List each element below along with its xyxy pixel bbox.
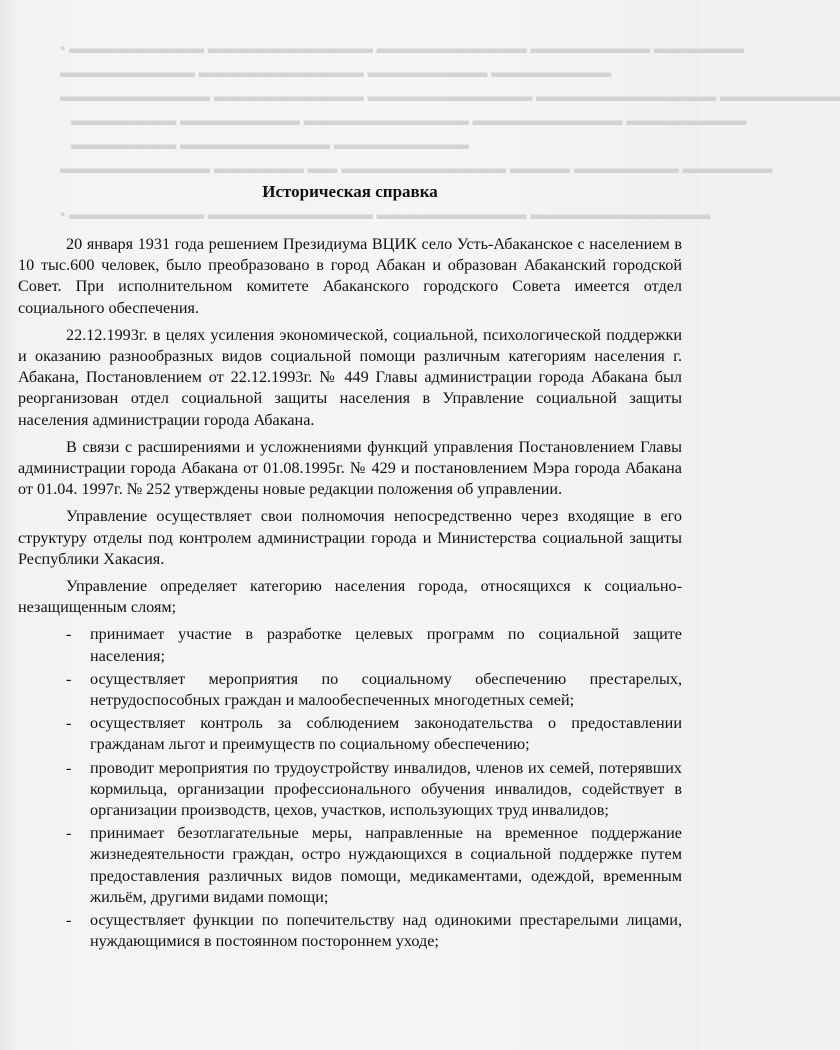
list-marker: - (66, 758, 72, 777)
show-through-line: ▬▬▬▬▬▬▬ ▬▬▬▬▬▬▬▬▬▬ ▬▬▬▬▬▬▬▬▬ (60, 137, 469, 153)
list-marker: - (66, 911, 72, 930)
paragraph: 22.12.1993г. в целях усиления экономической, социальной, психологической поддержки и оказанию разнообразных видов социальной помощи различным категориям населения г. Абакана, Постановлением от 22.12.1993г. № 449 Главы администрации города Абакана был реорганизован отдел социальной защиты населения в Управление социальной защиты населения администрации города Абакана. (18, 325, 682, 429)
list-item (18, 624, 682, 666)
show-through-line: ▬▬▬▬▬▬▬ ▬▬▬▬▬▬▬▬ ▬▬▬▬▬▬▬▬▬▬▬ ▬▬▬▬▬▬▬▬▬▬ ▬▬▬▬▬▬▬▬ (60, 113, 747, 129)
list-item (18, 713, 682, 755)
document-title: Историческая справка (262, 182, 438, 201)
show-through-line: ▬▬▬▬▬▬▬▬▬▬ ▬▬▬▬▬▬▬▬▬▬ ▬▬▬▬▬▬▬▬▬▬▬ ▬▬▬▬▬▬▬▬▬▬▬▬ ▬▬▬▬▬▬▬▬ (60, 89, 840, 105)
list-item (18, 910, 682, 952)
list-item (18, 823, 682, 908)
show-through-line: ▪ ▬▬▬▬▬▬▬▬▬ ▬▬▬▬▬▬▬▬▬▬▬ ▬▬▬▬▬▬▬▬▬▬ ▬▬▬▬▬▬▬▬▬▬▬▬ (60, 207, 711, 223)
paragraph: В связи с расширениями и усложнениями функций управления Постановлением Главы администрации города Абакана от 01.08.1995г. № 429 и постановлением Мэра города Абакана от 01.04. 1997г. № 252 утверждены новые редакции положения об управлении. (18, 437, 682, 499)
list-marker: - (66, 824, 72, 843)
list-item-text: осуществляет мероприятия по социальному обеспечению престарелых, нетрудоспособных граждан и малообеспеченных многодетных семей; (90, 669, 682, 710)
list-item-text: осуществляет контроль за соблюдением законодательства о предоставлении гражданам льгот и преимуществ по социальному обеспечению; (90, 714, 682, 754)
show-through-line: ▪ ▬▬▬▬▬▬▬▬▬ ▬▬▬▬▬▬▬▬▬▬▬ ▬▬▬▬▬▬▬▬▬▬ ▬▬▬▬▬▬▬▬ ▬▬▬▬▬▬ (60, 41, 745, 57)
document-body (18, 234, 682, 955)
list-item-text: проводит мероприятия по трудоустройству инвалидов, членов их семей, потерявших кормильца, организации профессионального обучения инвалидов, содействует в организации производств, цехов, участков, использующих труд инвалидов; (90, 758, 682, 820)
paragraph: 20 января 1931 года решением Президиума ВЦИК село Усть-Абаканское с населением в 10 тыс.600 человек, было преобразовано в город Абакан и образован Абаканский городской Совет. При исполнительном комитете Абаканского городского Совета имеется отдел социального обеспечения. (18, 235, 682, 317)
list-item (18, 758, 682, 822)
list-item-text: принимает безотлагательные меры, направленные на временное поддержание жизнедеятельности граждан, остро нуждающихся в социальной поддержке путем предоставления различных видов помощи, медикаментами, одеждой, временным жильём, другими видами помощи; (90, 824, 682, 906)
show-through-line: ▬▬▬▬▬▬▬▬▬ ▬▬▬▬▬▬▬▬▬▬▬ ▬▬▬▬▬▬▬▬ ▬▬▬▬▬▬▬▬ (60, 65, 612, 81)
list-item (18, 669, 682, 711)
paragraph: Управление определяет категорию населения города, относящихся к социально-незащищенным слоям; (18, 577, 682, 617)
list-marker: - (66, 669, 72, 688)
functions-list (18, 624, 682, 952)
list-item-text: принимает участие в разработке целевых программ по социальной защите населения; (90, 625, 682, 665)
list-marker: - (66, 625, 72, 644)
list-item-text: осуществляет функции по попечительству над одинокими престарелыми лицами, нуждающимися в постоянном постороннем уходе; (90, 911, 682, 951)
list-marker: - (66, 714, 72, 733)
show-through-line: ▬▬▬▬▬▬▬▬▬▬ ▬▬▬▬▬▬ ▬▬ ▬▬▬▬▬▬▬▬▬▬▬ ▬▬▬▬ ▬▬▬▬▬▬▬ ▬▬▬▬▬▬ (60, 161, 773, 177)
paragraph: Управление осуществляет свои полномочия непосредственно через входящие в его структуру отделы под контролем администрации города и Министерства социальной защиты Республики Хакасия. (18, 507, 682, 568)
